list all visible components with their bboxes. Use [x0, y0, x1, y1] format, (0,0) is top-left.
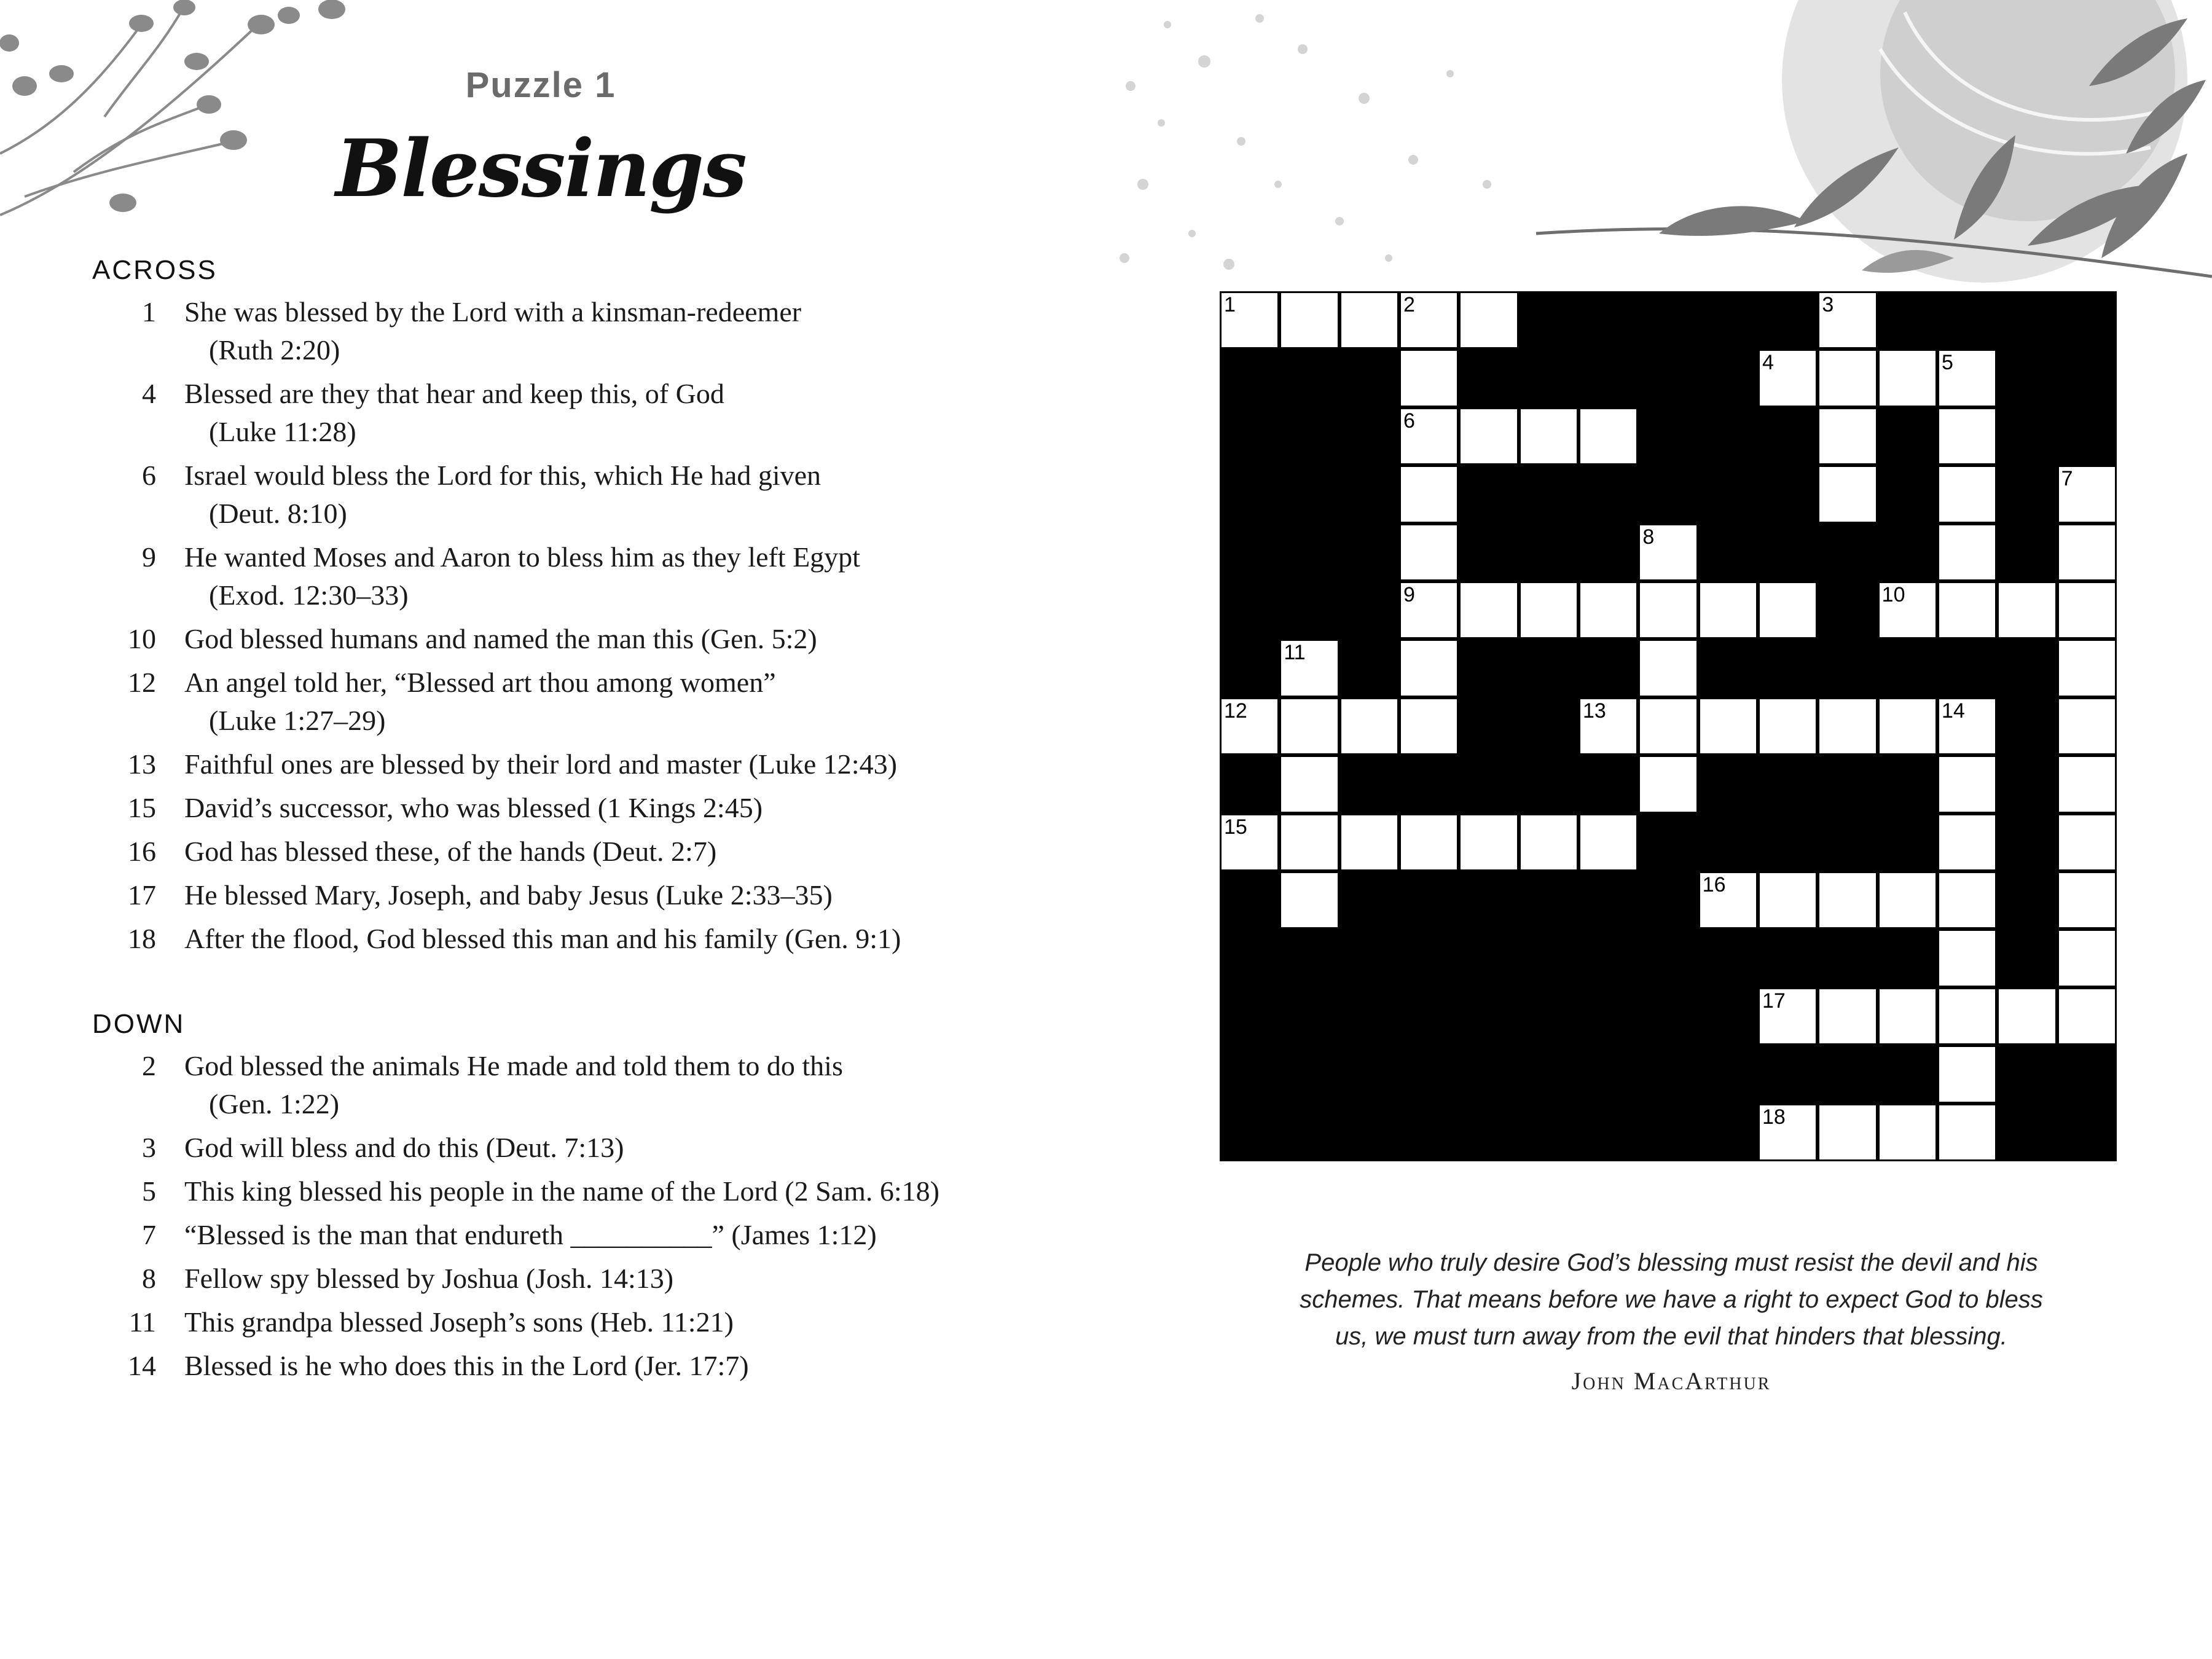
crossword-cell[interactable]: [1997, 987, 2057, 1045]
clue-text: “Blessed is the man that endureth __________” (James 1:12): [184, 1219, 877, 1250]
clue-number: 5: [142, 1175, 156, 1207]
crossword-cell[interactable]: [1519, 407, 1579, 465]
across-clue: [92, 664, 1026, 740]
crossword-cell[interactable]: [1758, 871, 1818, 929]
cell-number: 14: [1942, 699, 1965, 723]
crossword-cell[interactable]: [1878, 697, 1937, 755]
crossword-cell[interactable]: [2057, 524, 2117, 581]
cell-number: 18: [1762, 1105, 1786, 1129]
across-clue: [92, 538, 1026, 614]
crossword-cell[interactable]: [1459, 581, 1518, 639]
crossword-cell[interactable]: [1638, 755, 1698, 813]
crossword-cell[interactable]: [1519, 581, 1579, 639]
crossword-cell[interactable]: [2057, 755, 2117, 813]
crossword-cell[interactable]: [2057, 581, 2117, 639]
clue-text: Blessed are they that hear and keep this, of God: [184, 378, 724, 409]
down-clue: [92, 1047, 1026, 1123]
crossword-cell[interactable]: [1638, 581, 1698, 639]
down-clue: [92, 1216, 1026, 1254]
crossword-cell[interactable]: [1399, 814, 1459, 871]
crossword-cell[interactable]: [1937, 755, 1997, 813]
clue-text: Fellow spy blessed by Joshua (Josh. 14:13): [184, 1263, 674, 1294]
clue-text: He wanted Moses and Aaron to bless him as they left Egypt: [184, 541, 860, 573]
quote-line: schemes. That means before we have a right to expect God to bless: [1300, 1286, 2043, 1313]
crossword-cell[interactable]: [2057, 639, 2117, 697]
clue-reference: (Ruth 2:20): [209, 334, 340, 366]
down-clues: [92, 1009, 1026, 1390]
crossword-cell[interactable]: [1399, 291, 1459, 349]
cell-number: 5: [1942, 351, 1953, 375]
clue-text: Faithful ones are blessed by their lord and master (Luke 12:43): [184, 748, 897, 780]
crossword-cell[interactable]: [1758, 581, 1818, 639]
quote-author: John MacArthur: [1571, 1367, 1771, 1395]
crossword-cell[interactable]: [1758, 1104, 1818, 1161]
crossword-cell[interactable]: [1579, 697, 1638, 755]
crossword-cell[interactable]: [1339, 814, 1399, 871]
clue-number: 16: [128, 836, 156, 867]
crossword-cell[interactable]: [1579, 581, 1638, 639]
clue-number: 12: [128, 667, 156, 698]
clue-number: 17: [128, 879, 156, 911]
crossword-cell[interactable]: [1818, 465, 1877, 523]
across-clue: [92, 876, 1026, 914]
clue-text: He blessed Mary, Joseph, and baby Jesus (Luke 2:33–35): [184, 879, 833, 911]
crossword-cell[interactable]: [1279, 291, 1339, 349]
crossword-cell[interactable]: [1399, 349, 1459, 407]
clue-number: 9: [142, 541, 156, 573]
cell-number: 16: [1702, 873, 1726, 896]
crossword-cell[interactable]: [1638, 524, 1698, 581]
across-clue: [92, 293, 1026, 369]
crossword-cell[interactable]: [1878, 987, 1937, 1045]
crossword-cell[interactable]: [1818, 1104, 1877, 1161]
crossword-cell[interactable]: [1279, 755, 1339, 813]
across-clue: [92, 833, 1026, 871]
down-clue: [92, 1347, 1026, 1385]
crossword-cell[interactable]: [1459, 291, 1518, 349]
down-clue-list: [92, 1047, 1026, 1385]
crossword-cell[interactable]: [1937, 697, 1997, 755]
quote-line: People who truly desire God’s blessing must resist the devil and his: [1304, 1249, 2038, 1276]
crossword-cell[interactable]: [1937, 524, 1997, 581]
crossword-cell[interactable]: [1279, 639, 1339, 697]
crossword-cell[interactable]: [2057, 871, 2117, 929]
clue-text: Israel would bless the Lord for this, which He had given: [184, 460, 822, 491]
clue-reference: (Luke 11:28): [209, 416, 356, 447]
crossword-cell[interactable]: [1758, 349, 1818, 407]
clue-text: God will bless and do this (Deut. 7:13): [184, 1132, 624, 1163]
crossword-cell[interactable]: [1579, 407, 1638, 465]
clue-reference: (Exod. 12:30–33): [209, 579, 409, 611]
crossword-cell[interactable]: [2057, 465, 2117, 523]
crossword-cell[interactable]: [1818, 697, 1877, 755]
across-clue: [92, 375, 1026, 451]
clue-reference: (Gen. 1:22): [209, 1088, 340, 1120]
clue-number: 18: [128, 923, 156, 954]
down-clue: [92, 1172, 1026, 1210]
crossword-cell[interactable]: [1878, 581, 1937, 639]
cell-number: 8: [1642, 525, 1655, 549]
crossword-cell[interactable]: [1818, 291, 1877, 349]
clue-text: An angel told her, “Blessed art thou among women”: [184, 667, 776, 698]
clue-number: 8: [142, 1263, 156, 1294]
crossword-cell[interactable]: [1937, 1104, 1997, 1161]
clue-text: Blessed is he who does this in the Lord (Jer. 17:7): [184, 1350, 749, 1381]
across-clue: [92, 920, 1026, 958]
cell-number: 13: [1583, 699, 1606, 723]
crossword-cell[interactable]: [1818, 871, 1877, 929]
crossword-cell[interactable]: [1638, 639, 1698, 697]
page-title: Blessings: [335, 123, 746, 215]
crossword-cell[interactable]: [1997, 581, 2057, 639]
crossword-cell[interactable]: [1399, 407, 1459, 465]
crossword-cell[interactable]: [1279, 814, 1339, 871]
crossword-cell[interactable]: [1399, 639, 1459, 697]
quote: [1223, 1244, 2120, 1355]
crossword-cell[interactable]: [2057, 987, 2117, 1045]
crossword-cell[interactable]: [1698, 697, 1758, 755]
crossword-cell[interactable]: [1399, 697, 1459, 755]
cell-number: 11: [1284, 641, 1306, 665]
crossword-cell[interactable]: [1220, 814, 1279, 871]
cell-number: 7: [2061, 467, 2073, 491]
crossword-cell[interactable]: [2057, 929, 2117, 987]
crossword-cell[interactable]: [1339, 697, 1399, 755]
crossword-cell[interactable]: [1279, 697, 1339, 755]
crossword-cell[interactable]: [1399, 524, 1459, 581]
across-clue: [92, 620, 1026, 658]
clue-text: David’s successor, who was blessed (1 Kings 2:45): [184, 792, 763, 823]
crossword-cell[interactable]: [2057, 814, 2117, 871]
crossword-cell[interactable]: [1818, 987, 1877, 1045]
crossword-cell[interactable]: [1937, 1045, 1997, 1103]
crossword-cell[interactable]: [1698, 581, 1758, 639]
clue-text: This grandpa blessed Joseph’s sons (Heb. 11:21): [184, 1306, 734, 1338]
cell-number: 15: [1224, 815, 1247, 839]
down-clue: [92, 1303, 1026, 1341]
clue-reference: (Deut. 8:10): [209, 498, 347, 529]
crossword-cell[interactable]: [1279, 871, 1339, 929]
cell-number: 1: [1224, 293, 1236, 316]
clue-reference: (Luke 1:27–29): [209, 705, 386, 736]
cell-number: 6: [1403, 409, 1415, 433]
crossword-cell[interactable]: [1818, 407, 1877, 465]
cell-number: 2: [1403, 293, 1415, 316]
across-clues: [92, 255, 1026, 963]
cell-number: 9: [1403, 583, 1415, 606]
cell-number: 12: [1224, 699, 1247, 723]
crossword-grid: [1220, 291, 2117, 1161]
clue-text: This king blessed his people in the name of the Lord (2 Sam. 6:18): [184, 1175, 939, 1207]
crossword-cell[interactable]: [1758, 697, 1818, 755]
crossword-cell[interactable]: [1698, 871, 1758, 929]
clue-number: 2: [142, 1050, 156, 1081]
clue-number: 11: [128, 1306, 156, 1338]
crossword-cell[interactable]: [1220, 697, 1279, 755]
crossword-cell[interactable]: [1638, 697, 1698, 755]
down-heading: DOWN: [92, 1009, 186, 1039]
clue-number: 1: [142, 296, 156, 327]
crossword-cell[interactable]: [1878, 349, 1937, 407]
crossword-cell[interactable]: [1818, 349, 1877, 407]
crossword-cell[interactable]: [1399, 465, 1459, 523]
crossword-cell[interactable]: [1878, 1104, 1937, 1161]
clue-number: 4: [142, 378, 156, 409]
clue-text: After the flood, God blessed this man and his family (Gen. 9:1): [184, 923, 901, 954]
cell-number: 10: [1881, 583, 1905, 606]
crossword-cell[interactable]: [2057, 697, 2117, 755]
crossword-cell[interactable]: [1937, 987, 1997, 1045]
crossword-cell[interactable]: [1579, 814, 1638, 871]
clue-number: 13: [128, 748, 156, 780]
crossword-cell[interactable]: [1937, 349, 1997, 407]
crossword-cell[interactable]: [1937, 871, 1997, 929]
crossword-cell[interactable]: [1758, 987, 1818, 1045]
across-clue: [92, 789, 1026, 827]
across-heading: ACROSS: [92, 255, 218, 285]
clue-text: God has blessed these, of the hands (Deut. 2:7): [184, 836, 717, 867]
puzzle-number: Puzzle 1: [465, 65, 616, 105]
across-clue: [92, 745, 1026, 783]
crossword-cell[interactable]: [1399, 581, 1459, 639]
cell-number: 17: [1762, 989, 1786, 1013]
crossword-cell[interactable]: [1459, 407, 1518, 465]
crossword-cell[interactable]: [1937, 929, 1997, 987]
down-clue: [92, 1260, 1026, 1298]
crossword-cell[interactable]: [1937, 407, 1997, 465]
clue-number: 15: [128, 792, 156, 823]
clue-number: 7: [142, 1219, 156, 1250]
crossword-cell[interactable]: [1937, 814, 1997, 871]
cell-number: 3: [1822, 293, 1834, 316]
clue-number: 14: [128, 1350, 156, 1381]
clue-number: 6: [142, 460, 156, 491]
quote-line: us, we must turn away from the evil that hinders that blessing.: [1335, 1323, 2007, 1350]
crossword-cell[interactable]: [1459, 814, 1518, 871]
crossword-cell[interactable]: [1339, 291, 1399, 349]
clue-text: God blessed the animals He made and told them to do this: [184, 1050, 843, 1081]
clue-number: 10: [128, 623, 156, 654]
crossword-cell[interactable]: [1519, 814, 1579, 871]
across-clue-list: [92, 293, 1026, 958]
down-clue: [92, 1129, 1026, 1167]
crossword-cell[interactable]: [1220, 291, 1279, 349]
cell-number: 4: [1762, 351, 1774, 375]
crossword-cell[interactable]: [1937, 581, 1997, 639]
across-clue: [92, 457, 1026, 533]
clue-text: God blessed humans and named the man this (Gen. 5:2): [184, 623, 817, 654]
crossword-cell[interactable]: [1937, 465, 1997, 523]
clue-text: She was blessed by the Lord with a kinsman-redeemer: [184, 296, 802, 327]
clue-number: 3: [142, 1132, 156, 1163]
crossword-cell[interactable]: [1878, 871, 1937, 929]
